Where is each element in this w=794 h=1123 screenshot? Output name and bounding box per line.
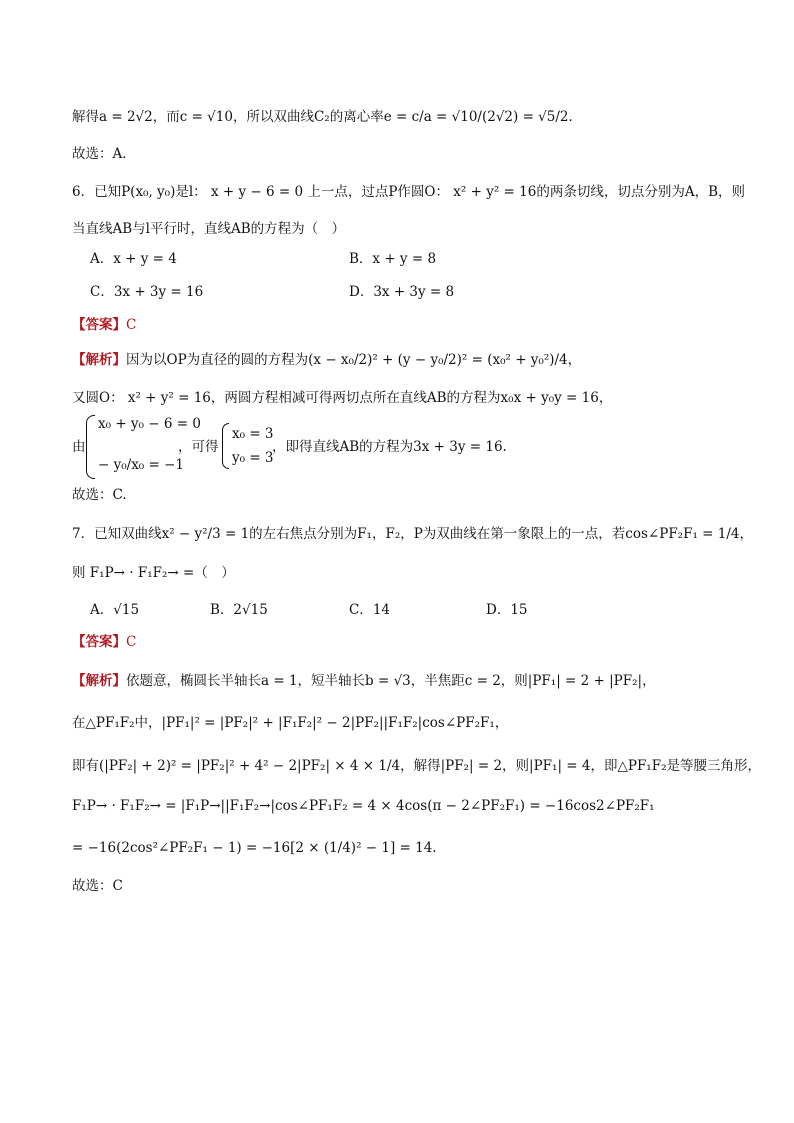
q6-explanation-2: 又圆O： x² + y² = 16，两圆方程相减可得两切点所在直线AB的方程为x₀x + y₀y = 16，: [72, 390, 613, 406]
explanation-label: 【解析】: [72, 352, 126, 368]
q7-option-a: A．√15: [90, 602, 140, 618]
question-6-stem: 6．已知P(x₀, y₀)是l： x + y − 6 = 0 上一点，过点P作圆O： x² + y² = 16的两条切线，切点分别为A，B，则: [72, 184, 745, 200]
explanation-text: 依题意，椭圆长半轴长a = 1，短半轴长b = √3，半焦距c = 2，则|PF₁| = 2 + |PF₂|，: [126, 673, 656, 689]
left-brace-solution: [222, 423, 229, 469]
q7-explanation-5: = −16(2cos²∠PF₂F₁ − 1) = −16[2 × (1/4)² − 1] = 14.: [72, 840, 437, 856]
question-7-stem: 7．已知双曲线x² − y²/3 = 1的左右焦点分别为F₁，F₂，P为双曲线在第一象限上的一点，若cos∠PF₂F₁ = 1/4，: [72, 526, 753, 542]
system-mid-text: ，可得: [178, 439, 219, 455]
q7-explanation-2: 在△PF₁F₂中，|PF₁|² = |PF₂|² + |F₁F₂|² − 2|PF₂||F₁F₂|cos∠PF₂F₁，: [72, 715, 509, 731]
q6-explanation-1: [72, 350, 581, 370]
q7-final-choice: 故选：C: [72, 878, 123, 894]
answer-value: C: [126, 317, 137, 333]
solution-eq-1: x₀ = 3: [232, 426, 274, 442]
solution-line-1: 解得a = 2√2，而c = √10，所以双曲线C₂的离心率e = c/a = √10/(2√2) = √5/2．: [72, 109, 583, 125]
q6-option-b: B．x + y = 8: [349, 251, 437, 267]
q7-explanation-4: F₁P→ · F₁F₂→ = |F₁P→||F₁F₂→|cos∠PF₁F₂ = 4 × 4cos(π − 2∠PF₂F₁) = −16cos2∠PF₂F₁: [72, 798, 655, 814]
solution-eq-2: y₀ = 3: [232, 450, 274, 466]
system-eq-2: − y₀/x₀ = −1: [98, 457, 185, 473]
q7-explanation-3: 即有(|PF₂| + 2)² = |PF₂|² + 4² − 2|PF₂| × 4 × 1/4，解得|PF₂| = 2，则|PF₁| = 4，即△PF₁F₂是等腰三角形，: [72, 758, 762, 774]
q7-explanation-1: [72, 671, 656, 691]
system-eq-1: x₀ + y₀ − 6 = 0: [98, 416, 201, 432]
explanation-label: 【解析】: [72, 673, 126, 689]
q6-answer: [72, 315, 136, 335]
q7-answer: [72, 632, 136, 652]
q6-final-choice: 故选：C.: [72, 487, 127, 503]
choice-line-a: 故选：A．: [72, 146, 136, 162]
answer-value: C: [126, 634, 137, 650]
answer-label: 【答案】: [72, 317, 126, 333]
question-6-stem-cont: 当直线AB与l平行时，直线AB的方程为（ ）: [72, 221, 346, 237]
q6-option-c: C．3x + 3y = 16: [90, 284, 204, 300]
q7-option-d: D．15: [486, 602, 528, 618]
system-result-text: ，即得直线AB的方程为3x + 3y = 16.: [272, 439, 507, 455]
q7-option-c: C．14: [349, 602, 391, 618]
q7-option-b: B．2√15: [210, 602, 268, 618]
left-brace: [86, 415, 95, 479]
q6-system-prefix: 由: [72, 439, 86, 455]
question-7-stem-cont: 则 F₁P→ · F₁F₂→ =（ ）: [72, 565, 235, 581]
answer-label: 【答案】: [72, 634, 126, 650]
q6-option-a: A．x + y = 4: [90, 251, 177, 267]
explanation-text: 因为以OP为直径的圆的方程为(x − x₀/2)² + (y − y₀/2)² = (x₀² + y₀²)/4，: [126, 352, 582, 368]
q6-option-d: D．3x + 3y = 8: [349, 284, 455, 300]
